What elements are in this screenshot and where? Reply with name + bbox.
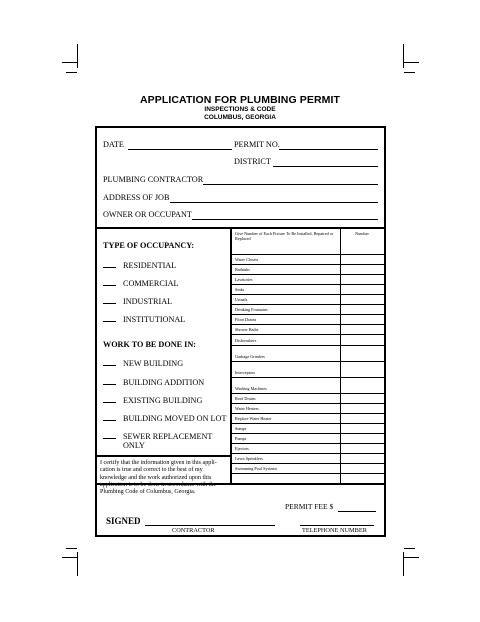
permit-form <box>95 126 386 537</box>
work-option-building-addition[interactable]: BUILDING ADDITION <box>103 378 204 387</box>
fixtures-table-header <box>232 228 384 255</box>
permit-fee-input-line[interactable] <box>338 511 376 512</box>
fixture-row[interactable]: Garbage Grinders <box>232 346 384 362</box>
owner-field-label: OWNER OR OCCUPANT <box>103 210 192 219</box>
fixture-row[interactable]: Shower Baths <box>232 325 384 335</box>
form-subtitle-dept: INSPECTIONS & CODE <box>204 106 276 113</box>
fixture-row[interactable]: Washing Machines <box>232 378 384 394</box>
address-field-label: ADDRESS OF JOB <box>103 193 170 202</box>
occupancy-option-residential[interactable]: RESIDENTIAL <box>103 261 176 270</box>
telephone-line[interactable] <box>300 525 374 526</box>
fixture-row[interactable]: Interceptors <box>232 362 384 378</box>
contractor-field-label: PLUMBING CONTRACTOR <box>103 175 204 184</box>
occupancy-option-commercial[interactable]: COMMERCIAL <box>103 279 179 288</box>
work-option-new-building[interactable]: NEW BUILDING <box>103 359 183 368</box>
fixture-row[interactable]: Swimming Pool Systems <box>232 464 384 474</box>
fixture-row[interactable]: Lavatories <box>232 275 384 285</box>
work-option-sewer-replacement-cont: ONLY <box>123 441 145 450</box>
checkbox-blank[interactable] <box>103 365 116 366</box>
checkbox-blank[interactable] <box>103 267 116 268</box>
date-input-line[interactable] <box>128 149 232 150</box>
date-field-label: DATE <box>103 140 124 149</box>
permit-no-field-label: PERMIT NO. <box>234 140 280 149</box>
fixture-row[interactable]: Water Heaters <box>232 404 384 414</box>
certify-divider <box>97 455 232 457</box>
form-title: APPLICATION FOR PLUMBING PERMIT <box>139 94 341 106</box>
occupancy-option-institutional[interactable]: INSTITUTIONAL <box>103 315 185 324</box>
checkbox-blank[interactable] <box>103 438 116 439</box>
certification-text: I certify that the information given in this appli- cation is true and correct to the best of my knowledge and the work authorized upon this application is to be done in accordance with the Plumbing Code of Columbus, Georgia. <box>100 460 217 496</box>
fixtures-header-number: Number <box>355 231 369 236</box>
fixture-row[interactable]: Lawn Sprinklers <box>232 454 384 464</box>
fixture-row[interactable]: Urinals <box>232 295 384 305</box>
checkbox-blank[interactable] <box>103 420 116 421</box>
district-field-label: DISTRICT <box>234 157 271 166</box>
address-input-line[interactable] <box>170 202 378 203</box>
work-heading: WORK TO BE DONE IN: <box>103 340 196 349</box>
fixture-row[interactable]: Floor Drains <box>232 315 384 325</box>
checkbox-blank[interactable] <box>103 303 116 304</box>
owner-input-line[interactable] <box>192 219 378 220</box>
checkbox-blank[interactable] <box>103 402 116 403</box>
fixture-row[interactable]: Sumps <box>232 424 384 434</box>
checkbox-blank[interactable] <box>103 285 116 286</box>
work-option-building-moved[interactable]: BUILDING MOVED ON LOT <box>103 414 226 423</box>
fixture-row[interactable]: Dishwashers <box>232 335 384 346</box>
fixtures-table <box>232 228 384 483</box>
fixture-row[interactable] <box>232 474 384 483</box>
signed-label: SIGNED <box>106 516 141 526</box>
footer-divider <box>97 483 384 485</box>
fixture-row[interactable]: Water Closets <box>232 255 384 265</box>
form-subtitle-city: COLUMBUS, GEORGIA <box>204 114 276 121</box>
work-option-existing-building[interactable]: EXISTING BUILDING <box>103 396 202 405</box>
fixtures-header-description: Give Number of Each Fixture To Be Installed, Repaired or Replaced <box>235 231 334 242</box>
occupancy-heading: TYPE OF OCCUPANCY: <box>103 241 195 250</box>
signature-line[interactable] <box>145 525 275 526</box>
fixture-row[interactable]: Roof Drains <box>232 394 384 404</box>
checkbox-blank[interactable] <box>103 384 116 385</box>
permit-fee-label: PERMIT FEE $ <box>285 502 334 511</box>
contractor-caption: CONTRACTOR <box>172 527 215 534</box>
district-input-line[interactable] <box>273 166 378 167</box>
fixture-row[interactable]: Replace Water Heater <box>232 414 384 424</box>
fixture-row[interactable]: Drinking Fountains <box>232 305 384 315</box>
occupancy-option-industrial[interactable]: INDUSTRIAL <box>103 297 172 306</box>
telephone-caption: TELEPHONE NUMBER <box>302 527 367 534</box>
fixture-row[interactable]: Sinks <box>232 285 384 295</box>
fixture-row[interactable]: Ejectors <box>232 444 384 454</box>
fixture-row[interactable]: Pumps <box>232 434 384 444</box>
checkbox-blank[interactable] <box>103 321 116 322</box>
work-option-sewer-replacement[interactable]: SEWER REPLACEMENT <box>103 432 212 441</box>
contractor-input-line[interactable] <box>203 184 378 185</box>
permit-no-input-line[interactable] <box>279 149 378 150</box>
fixture-row[interactable]: Bathtubs <box>232 265 384 275</box>
